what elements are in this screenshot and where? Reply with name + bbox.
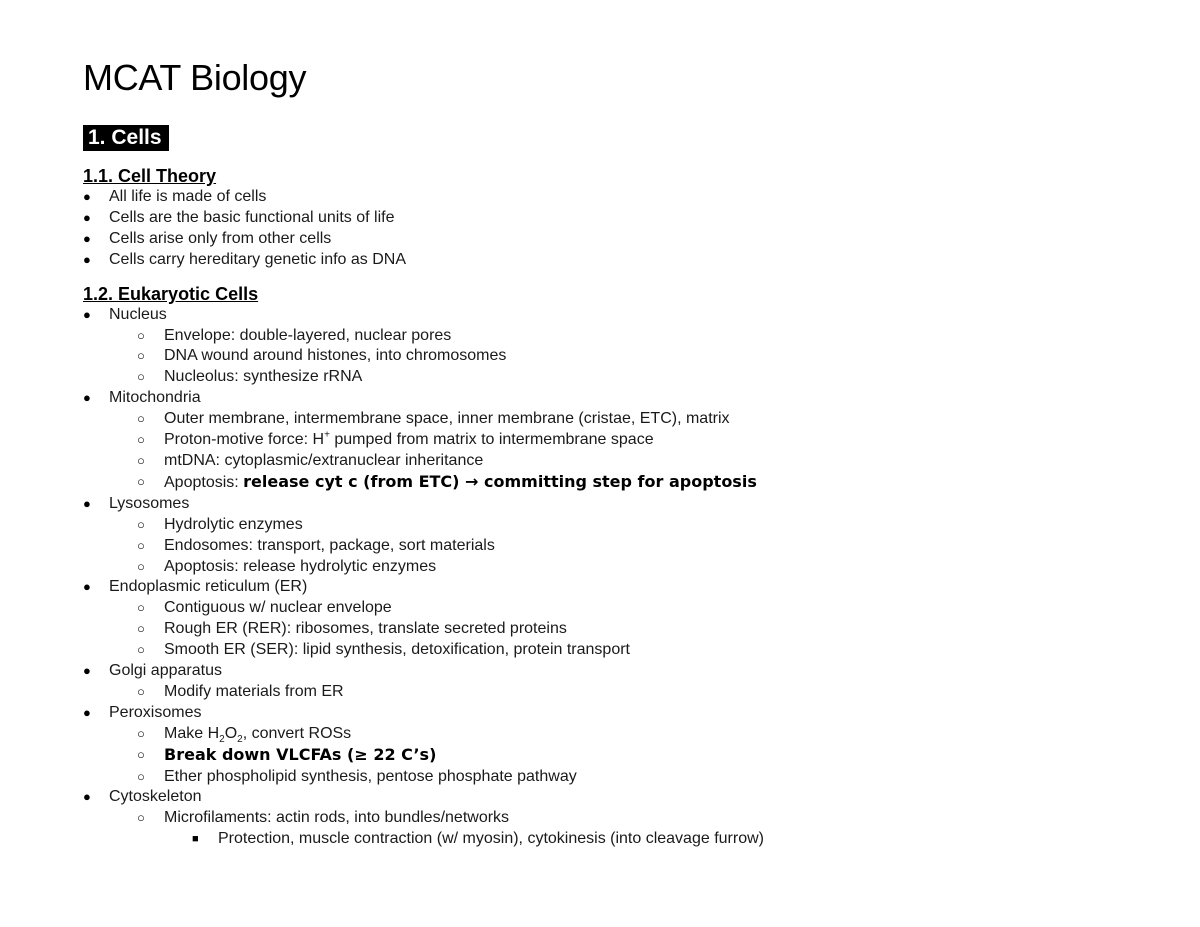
circle-bullet-icon: ○ [137,473,145,489]
sub-list-item [83,598,1163,619]
sub-list-item [83,745,1163,767]
circle-bullet-icon: ○ [137,725,145,741]
list-item-text: Apoptosis: release hydrolytic enzymes [164,557,437,575]
sub-list-item [83,619,1163,640]
list-item-text: pumped from matrix to intermembrane space [329,431,654,449]
list-item-text: All life is made of cells [109,188,267,205]
bold-emphasis-text: Break down VLCFAs (≥ 22 C’s) [164,744,437,764]
list-item-cytoskeleton [83,787,1163,808]
bullet-icon: ● [83,306,91,322]
list-item [83,187,1163,208]
bullet-icon: ● [83,251,91,267]
bold-emphasis-text: release cyt c (from ETC) → committing step for apoptosis [243,471,757,491]
eukaryotic-cells-list [83,305,1163,851]
cell-theory-list [83,187,1163,271]
list-item-text: Endosomes: transport, package, sort materials [164,536,495,554]
section-heading-cell-theory: 1.1. Cell Theory [83,166,217,186]
list-item-er [83,577,1163,598]
list-item-text: Ether phospholipid synthesis, pentose phosphate pathway [164,767,577,785]
list-item-text: Smooth ER (SER): lipid synthesis, detoxification, protein transport [164,641,630,659]
list-item [83,208,1163,229]
circle-bullet-icon: ○ [137,600,145,616]
list-item-text: Nucleus [109,305,167,323]
list-item-text: Apoptosis: [164,473,244,491]
circle-bullet-icon: ○ [137,516,145,532]
list-item-text: Nucleolus: synthesize rRNA [164,368,363,386]
sub-list-item [83,557,1163,578]
circle-bullet-icon: ○ [137,411,145,427]
bullet-icon: ● [83,209,91,225]
sub-list-item [83,367,1163,388]
list-item-text: Endoplasmic reticulum (ER) [109,578,308,596]
list-item-text: Cells carry hereditary genetic info as DNA [109,250,407,268]
sub-list-item [83,808,1163,829]
sub-list-item [83,430,1163,451]
list-item [83,250,1163,271]
bullet-icon: ● [83,230,91,246]
sub-list-item [83,472,1163,494]
sub-list-item [83,326,1163,347]
circle-bullet-icon: ○ [137,683,145,699]
sub-list-item [83,767,1163,788]
bullet-icon: ● [83,579,91,595]
list-item-text: Cytoskeleton [109,788,202,806]
list-item-text: Proton-motive force: H [164,431,325,449]
sub-list-item [83,536,1163,557]
sub-sub-list-item [83,829,1163,850]
bullet-icon: ● [83,390,91,406]
list-item-text: Envelope: double-layered, nuclear pores [164,326,452,344]
sub-list-item [83,346,1163,367]
list-item-text: Modify materials from ER [164,682,344,700]
list-item-text: , convert ROSs [242,724,352,742]
bullet-icon: ● [83,495,91,511]
list-item-nucleus [83,305,1163,326]
subscript-text: 2 [219,733,225,745]
circle-bullet-icon: ○ [137,810,145,826]
circle-bullet-icon: ○ [137,558,145,574]
square-bullet-icon: ■ [192,833,199,846]
list-item-text: Mitochondria [109,389,201,407]
circle-bullet-icon: ○ [137,768,145,784]
list-item-text: Microfilaments: actin rods, into bundles/networks [164,809,510,827]
circle-bullet-icon: ○ [137,537,145,553]
document-page [83,58,1163,850]
sub-list-item [83,515,1163,536]
sub-list-item [83,724,1163,745]
list-item-mitochondria [83,388,1163,409]
list-item-text: Golgi apparatus [109,662,222,680]
list-item-text: mtDNA: cytoplasmic/extranuclear inheritance [164,451,484,469]
bullet-icon: ● [83,789,91,805]
sub-list-item [83,409,1163,430]
section-heading-eukaryotic-cells: 1.2. Eukaryotic Cells [83,283,259,304]
list-item-text: Make H [164,724,220,742]
subscript-text: 2 [237,733,243,745]
list-item-text: Outer membrane, intermembrane space, inner membrane (cristae, ETC), matrix [164,410,730,428]
circle-bullet-icon: ○ [137,642,145,658]
list-item-text: Peroxisomes [109,703,202,721]
bullet-icon: ● [83,189,91,204]
circle-bullet-icon: ○ [137,746,145,762]
sub-list-item [83,640,1163,661]
circle-bullet-icon: ○ [137,369,145,385]
circle-bullet-icon: ○ [137,327,145,343]
list-item-peroxisomes [83,703,1163,724]
list-item-text: Cells are the basic functional units of life [109,208,395,226]
bullet-icon: ● [83,663,91,679]
list-item-lysosomes [83,494,1163,515]
sub-list-item [83,451,1163,472]
list-item-text: Protection, muscle contraction (w/ myosin), cytokinesis (into cleavage furrow) [218,830,764,848]
list-item [83,229,1163,250]
superscript-text: + [324,429,330,441]
circle-bullet-icon: ○ [137,348,145,364]
sub-list-item [83,682,1163,703]
list-item-golgi [83,661,1163,682]
circle-bullet-icon: ○ [137,432,145,448]
list-item-text: Hydrolytic enzymes [164,515,303,533]
list-item-text: DNA wound around histones, into chromosomes [164,347,507,365]
list-item-text: O [224,724,238,742]
list-item-text: Lysosomes [109,494,190,512]
list-item-text: Rough ER (RER): ribosomes, translate secreted proteins [164,620,567,638]
circle-bullet-icon: ○ [137,621,145,637]
bullet-icon: ● [83,704,91,720]
list-item-text: Contiguous w/ nuclear envelope [164,599,392,617]
chapter-heading: 1. Cells [83,125,169,151]
document-title: MCAT Biology [83,57,307,98]
list-item-text: Cells arise only from other cells [109,229,332,247]
circle-bullet-icon: ○ [137,452,145,468]
